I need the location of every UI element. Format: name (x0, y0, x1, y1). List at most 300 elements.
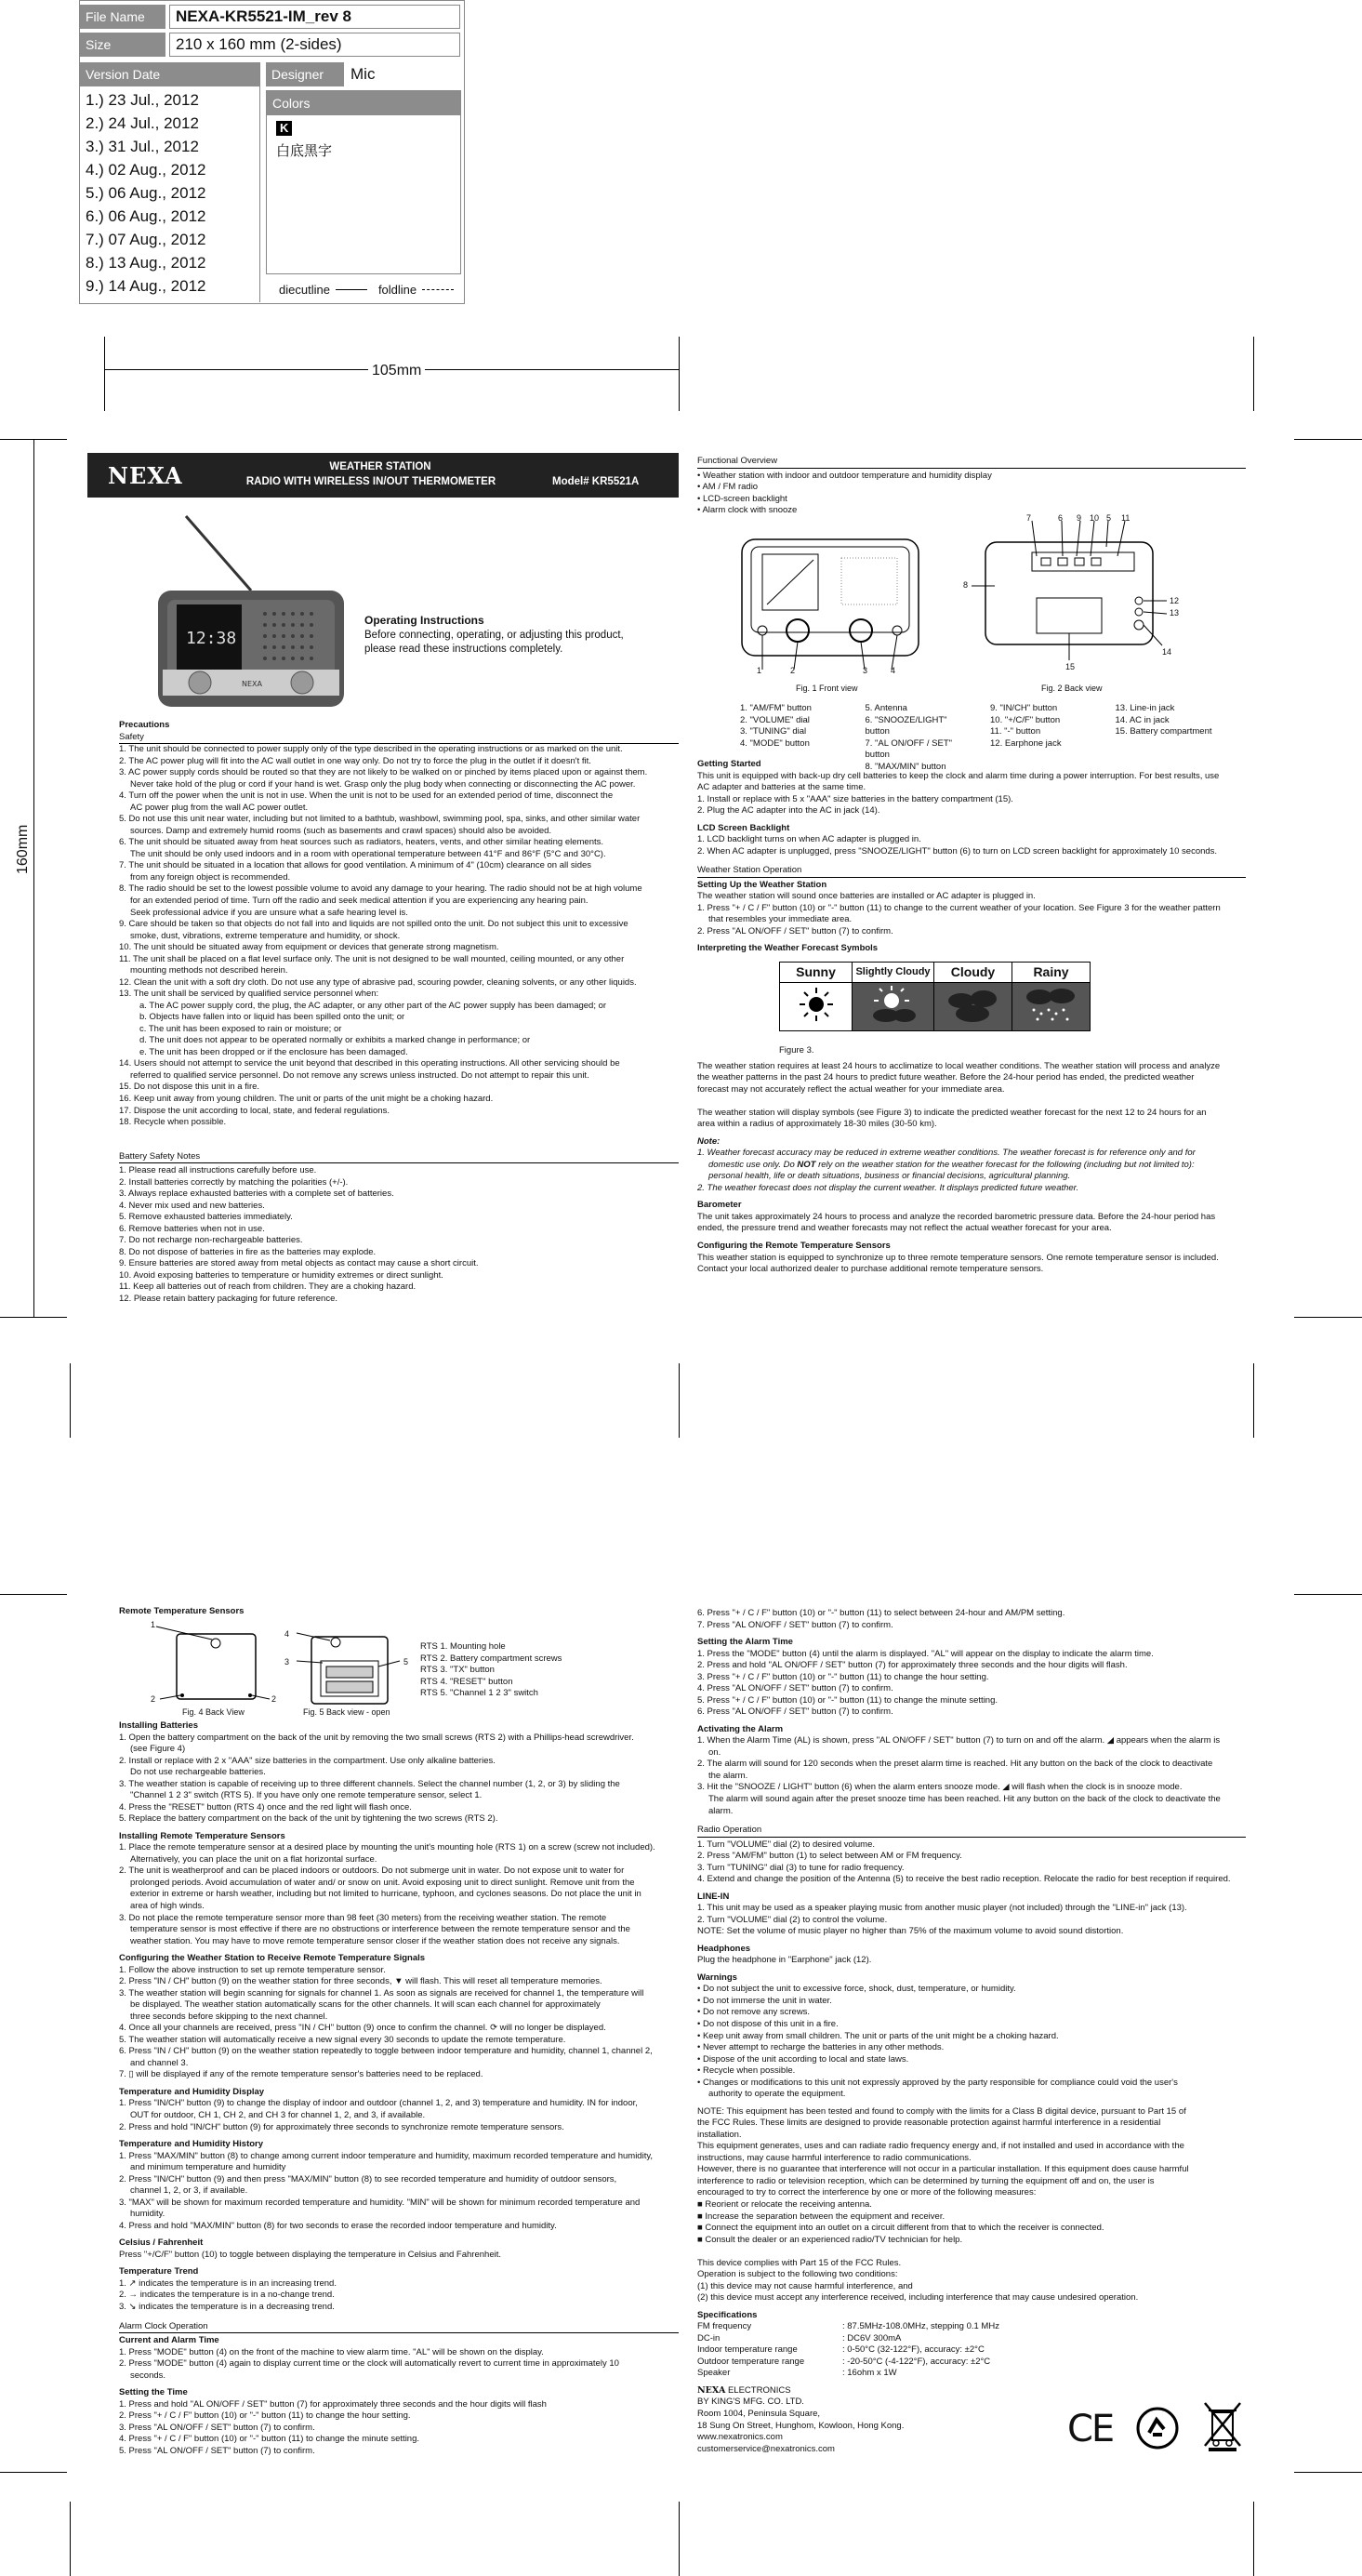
text-line: 4. Extend and change the position of the Antenna (5) to receive the best radio reception. Relocate the radio for best reception if required. (697, 1874, 1231, 1885)
text-line: 2. Press and hold "IN/CH" button (9) for approximately three seconds to synchronize remote temperature sensors. (119, 2121, 564, 2132)
precaution-item: 8. The radio should be set to the lowest possible volume to avoid any damage to your hearing. The radio should not be at high volume (119, 883, 642, 895)
intro-text2: please read these instructions completely. (364, 644, 563, 655)
linein-title: LINE-IN (697, 1891, 730, 1902)
text-line: 2. The unit is weatherproof and can be placed indoors or outdoors. Do not submerge unit in water. Do not expose unit to water for (119, 1866, 625, 1877)
trend-title: Temperature Trend (119, 2266, 199, 2277)
precaution-item: 6. The unit should be situated away from heat sources such as radiators, heaters, vents, and other similar heating elements. (119, 837, 604, 848)
text-line: 1. ↗ indicates the temperature is in an increasing trend. (119, 2277, 337, 2289)
ce-mark-icon: CE (1067, 2408, 1114, 2450)
crop-mark (70, 1363, 71, 1438)
fig4-caption: Fig. 4 Back View (182, 1707, 245, 1717)
company-brand (697, 2385, 1246, 2397)
product-illustration (149, 511, 363, 716)
battery-note-item: 9. Ensure batteries are stored away from metal objects as contact may cause a short circuit. (119, 1258, 479, 1269)
foldline-sample (422, 289, 454, 290)
text-line: This weather station is equipped to synchronize up to three remote temperature sensors. One remote temperature sensor is included. (697, 1252, 1219, 1263)
text-line: three seconds before skipping to the next channel. (130, 2011, 328, 2022)
fig1-caption: Fig. 1 Front view (796, 684, 858, 693)
precaution-item: 10. The unit should be situated away from equipment or devices that generate strong magnetism. (119, 942, 499, 953)
version-entry: 9.) 14 Aug., 2012 (86, 277, 206, 295)
fcc-line: (2) this device must accept any interference received, including interference that may cause undesired operation. (697, 2292, 1139, 2304)
barometer-title: Barometer (697, 1200, 742, 1211)
legend-item: 10. "+/C/F" button (990, 714, 1061, 725)
back-num-12: 12 (1170, 596, 1180, 605)
text-line: The unit takes approximately 24 hours to process and analyze the recorded barometric pressure data. Before the 24-hour period has (697, 1211, 1216, 1222)
rts4-num-2a: 2 (151, 1694, 156, 1704)
text-line: channel 1, 2, or 3, if available. (130, 2185, 248, 2197)
text-line: 5. Press "AL ON/OFF / SET" button (7) to confirm. (119, 2445, 315, 2456)
crop-mark (70, 2502, 71, 2576)
precaution-item: for an extended period of time. Turn off the radio and seek medical attention if you are experiencing any hearing pain. (130, 895, 588, 906)
text-line: 4. Press "AL ON/OFF / SET" button (7) to confirm. (697, 1683, 893, 1694)
version-entry: 8.) 13 Aug., 2012 (86, 254, 206, 272)
header-banner (87, 453, 679, 498)
spec-row (697, 2321, 1246, 2333)
legend-item: 6. "SNOOZE/LIGHT" button (865, 714, 947, 737)
text-line: ended, the pressure trend and weather forecasts may not reflect the actual weather forecast for your area. (697, 1223, 1112, 1234)
rts-legend (420, 1641, 562, 1700)
back-num-13: 13 (1170, 608, 1180, 617)
spec-label: Outdoor temperature range (697, 2356, 805, 2367)
legend-item: 12. Earphone jack (990, 737, 1062, 749)
ws-operation-text (697, 891, 1246, 937)
celsius-title: Celsius / Fahrenheit (119, 2237, 204, 2249)
precaution-item: from any foreign object is recommended. (130, 871, 291, 883)
fcc-line: However, there is no guarantee that interference will not occur in a particular installation. If this equipment does cause harmful (697, 2164, 1189, 2175)
version-entry: 3.) 31 Jul., 2012 (86, 138, 199, 155)
fcc-text (697, 2106, 1246, 2304)
text-line: 2. Plug the AC adapter into the AC in jack (14). (697, 805, 880, 817)
back-num-15: 15 (1065, 662, 1076, 671)
getting-started-title: Getting Started (697, 759, 761, 769)
text-line: The weather station will sound once batteries are installed or AC adapter is plugged in. (697, 891, 1036, 902)
note-2-line: 2. The weather forecast does not display the current weather. It displays predicted future weather. (697, 1182, 1079, 1193)
text-line: Contact your local authorized dealer to purchase additional remote temperature sensors. (697, 1264, 1044, 1275)
remote-title: Remote Temperature Sensors (119, 1606, 245, 1616)
battery-note-item: 10. Avoid exposing batteries to temperature or humidity extremes or direct sunlight. (119, 1269, 443, 1281)
file-name-value: NEXA-KR5521-IM_rev 8 (169, 5, 460, 29)
safety-subtitle: Safety (119, 732, 679, 745)
precaution-item: e. The unit has been dropped or if the enclosure has been damaged. (139, 1046, 408, 1057)
battery-note-item: 5. Remove exhausted batteries immediately. (119, 1212, 293, 1223)
fcc-line: ■ Consult the dealer or an experienced radio/TV technician for help. (697, 2234, 963, 2245)
crop-mark (1294, 1317, 1362, 1318)
colors-label: Colors (267, 91, 460, 115)
getting-started-text (697, 771, 1246, 817)
precaution-item: 1. The unit should be connected to power supply only of the type described in the operating instructions or as marked on the unit. (119, 744, 623, 755)
text-line: 3. Turn "TUNING" dial (3) to tune for radio frequency. (697, 1862, 905, 1873)
legend-item: 11. "-" button (990, 726, 1041, 737)
crop-mark (679, 2502, 680, 2576)
designer-value: Mic (344, 62, 461, 86)
header-title1: WEATHER STATION (329, 461, 431, 472)
width-dimension-label: 105mm (368, 361, 425, 380)
legend-item: 8. "MAX/MIN" button (865, 761, 946, 772)
precautions-title: Precautions (119, 720, 170, 730)
battery-note-item: 4. Never mix used and new batteries. (119, 1200, 265, 1211)
text-line: 3. The weather station will begin scanning for signals for channel 1. As soon as signals are received for channel 1, the temperature will (119, 1987, 644, 1998)
fcc-line (697, 2246, 1246, 2258)
install-remote-text (119, 1842, 679, 1947)
text-line: be displayed. The weather station automatically scans for the other channels. It will scan each channel for approximately (130, 1999, 601, 2011)
note-1-line2: personal health, life or death situations, business or financial decisions, agricultural planning. (708, 1171, 1071, 1182)
spec-value: : 87.5MHz-108.0MHz, stepping 0.1 MHz (842, 2321, 999, 2332)
header-title2: RADIO WITH WIRELESS IN/OUT THERMOMETER (245, 476, 496, 487)
crop-mark (1253, 337, 1254, 411)
text-line: 3. Press "AL ON/OFF / SET" button (7) to confirm. (119, 2422, 315, 2433)
color-k-swatch: K (276, 121, 292, 136)
text-line: 1. When the Alarm Time (AL) is shown, press "AL ON/OFF / SET" button (7) to turn on and off the alarm. ◢ appears when the alarm is (697, 1735, 1221, 1746)
text-line: 2. Press "IN/CH" button (9) and then press "MAX/MIN" button (8) to see recorded temperature and humidity of outdoor sensors, (119, 2173, 617, 2184)
text-line: 3. The weather station is capable of receiving up to three different channels. Select the channel number (1, 2, or 3) by sliding the (119, 1778, 620, 1789)
alarm-title: Alarm Clock Operation (119, 2321, 679, 2334)
rts-legend-item: RTS 5. "Channel 1 2 3" switch (420, 1688, 538, 1699)
functional-section (697, 456, 1246, 517)
size-label: Size (80, 33, 165, 57)
text-line: 6. Press "AL ON/OFF / SET" button (7) to confirm. (697, 1706, 893, 1718)
config-signals-text (119, 1965, 679, 2081)
text-line: 1. LCD backlight turns on when AC adapter is plugged in. (697, 834, 921, 845)
text-line: and minimum temperature and humidity (130, 2162, 286, 2173)
rts-legend-item: RTS 3. "TX" button (420, 1665, 495, 1676)
config-signals-title: Configuring the Weather Station to Receive Remote Temperature Signals (119, 1953, 426, 1964)
lcd-backlight-text (697, 834, 1246, 857)
fcc-line: (1) this device may not cause harmful interference, and (697, 2280, 913, 2291)
rts5-num-3: 3 (284, 1657, 290, 1666)
precaution-item: 14. Users should not attempt to service the unit beyond that described in this operating instructions. All other servicing should be (119, 1058, 620, 1069)
header-model: Model# KR5521A (552, 476, 640, 487)
functional-title: Functional Overview (697, 456, 1246, 469)
legend-item: 1. "AM/FM" button (740, 703, 812, 713)
text-line: 2. Press and hold "AL ON/OFF / SET" button (7) for approximately three seconds and the hour digits will flash. (697, 1660, 1128, 1671)
spec-value: : 0-50°C (32-122°F), accuracy: ±2°C (842, 2344, 985, 2356)
temp-display-title: Temperature and Humidity Display (119, 2086, 265, 2097)
text-line: the alarm. (708, 1770, 748, 1781)
precaution-item: Seek professional advice if you are unsure what a safe hearing level is. (130, 907, 408, 918)
battery-note-item: 2. Install batteries correctly by matching the polarities (+/-). (119, 1176, 349, 1188)
precaution-item: smoke, dust, vibrations, extreme temperature and humidity, or shock. (130, 930, 401, 941)
sunny-icon (780, 983, 853, 1031)
feature-item: • LCD-screen backlight (697, 493, 787, 504)
fcc-line: NOTE: This equipment has been tested and found to comply with the limits for a Class B digital device, pursuant to Part 15 of (697, 2105, 1186, 2117)
spec-label: Indoor temperature range (697, 2344, 798, 2356)
precaution-item: referred to qualified service personnel. Do not remove any screws unless instructed. Do not attempt to repair this unit. (130, 1069, 589, 1081)
dim-tick-top (0, 439, 67, 440)
address-line: 18 Sung On Street, Hunghom, Kowloon, Hong Kong. (697, 2420, 905, 2431)
rts-legend-item: RTS 4. "RESET" button (420, 1676, 513, 1687)
forecast-label-slightly-cloudy: Slightly Cloudy (853, 963, 934, 983)
back-num-9: 9 (1077, 513, 1082, 523)
fcc-line: ■ Increase the separation between the equipment and receiver. (697, 2211, 945, 2222)
address-line: customerservice@nexatronics.com (697, 2443, 835, 2454)
address-line: Room 1004, Peninsula Square, (697, 2409, 821, 2419)
back-num-8: 8 (963, 580, 969, 590)
crop-mark (1294, 1594, 1362, 1595)
fcc-line: Operation is subject to the following two conditions: (697, 2269, 898, 2280)
text-line: (see Figure 4) (130, 1744, 186, 1755)
fig2-caption: Fig. 2 Back view (1041, 684, 1103, 693)
legend-item: 3. "TUNING" dial (740, 726, 807, 737)
precaution-item: 11. The unit shall be placed on a flat level surface only. The unit is not designed to be wall mounted, ceiling mounted, or any other (119, 953, 625, 964)
specs-table (697, 2321, 1246, 2380)
spec-label: Speaker (697, 2368, 731, 2379)
text-line: Do not use rechargeable batteries. (130, 1767, 266, 1778)
set-alarm-title: Setting the Alarm Time (697, 1637, 793, 1648)
text-line: 3. Do not place the remote temperature sensor more than 98 feet (30 meters) from the receiving weather station. The remote (119, 1912, 607, 1923)
text-line: 1. Press "MODE" button (4) on the front of the machine to view alarm time. "AL" will be shown on the display. (119, 2346, 544, 2357)
text-line (697, 1095, 1246, 1108)
forecast-title: Interpreting the Weather Forecast Symbols (697, 943, 879, 954)
note-1-line: 1. Weather forecast accuracy may be reduced in extreme weather conditions. The weather forecast is for reference only and for (697, 1148, 1196, 1159)
text-line: temperature sensor is most effective if there are no obstructions or interference between the remote temperature sensor and the (130, 1924, 630, 1935)
note-title: Note: (697, 1135, 721, 1147)
warning-item: • Do not immerse the unit in water. (697, 1995, 832, 2006)
forecast-text-column (697, 1045, 1246, 1276)
fcc-line: instructions, may cause harmful interference to radio communications. (697, 2152, 972, 2163)
warning-item: • Do not subject the unit to excessive force, shock, dust, temperature, or humidity. (697, 1984, 1016, 1995)
precaution-item: 18. Recycle when possible. (119, 1117, 227, 1128)
precaution-item: 5. Do not use this unit near water, including but not limited to a bathtub, washbowl, swimming pool, spa, sinks, and other similar water (119, 814, 641, 825)
spec-row (697, 2357, 1246, 2369)
precautions-list (119, 744, 679, 1129)
celsius-text (119, 2250, 679, 2262)
fcc-line: the FCC Rules. These limits are designed to provide reasonable protection against harmful interference in a residential (697, 2118, 1161, 2129)
warnings-title: Warnings (697, 1972, 737, 1983)
rts4-num-1: 1 (151, 1620, 156, 1629)
alarm-text2 (119, 2399, 679, 2458)
precaution-item: 9. Care should be taken so that objects do not fall into and liquids are not spilled onto the unit. Do not subject this unit to excessive (119, 919, 628, 930)
rts-legend-item: RTS 2. Battery compartment screws (420, 1653, 562, 1664)
figure3-caption: Figure 3. (779, 1045, 814, 1056)
linein-text (697, 1903, 1246, 1938)
precaution-item: 15. Do not dispose this unit in a fire. (119, 1082, 260, 1093)
text-line: area within a radius of approximately 18-30 miles (30-50 km). (697, 1119, 937, 1130)
back-num-14: 14 (1162, 647, 1172, 657)
company-brand-logo: NEXA (697, 2384, 726, 2396)
text-line: 1. Install or replace with 5 x "AAA" size batteries in the battery compartment (15). (697, 793, 1013, 804)
cloudy-icon (934, 983, 1012, 1031)
ws-operation-title: Weather Station Operation (697, 865, 1246, 878)
spec-row (697, 2368, 1246, 2380)
text-line: 1. Place the remote temperature sensor at a desired place by mounting the unit's mounting hole (RTS 1) on a screw (screw not included). (119, 1842, 655, 1853)
note-1-not: NOT (797, 1159, 816, 1170)
fcc-line: This equipment generates, uses and can radiate radio frequency energy and, if not installed and used in accordance with the (697, 2141, 1184, 2152)
spec-label: DC-in (697, 2332, 721, 2344)
forecast-label-cloudy: Cloudy (934, 963, 1012, 983)
config-remote-title: Configuring the Remote Temperature Sensors (697, 1240, 891, 1251)
precaution-item: 7. The unit should be situated in a location that allows for good ventilation. A minimum of 4" (10cm) clearance on all sides (119, 860, 592, 871)
left-bottom-column (119, 1719, 679, 2457)
temp-history-title: Temperature and Humidity History (119, 2139, 264, 2150)
text-line: This unit is equipped with back-up dry cell batteries to keep the clock and alarm time during a power interruption. For best results, use (697, 770, 1220, 781)
radio-title: Radio Operation (697, 1825, 1246, 1838)
precaution-item: mounting methods not described herein. (130, 965, 288, 976)
precaution-item: 4. Turn off the power when the unit is not in use. When the unit is not to be used for an extended period of time, disconnect the (119, 790, 614, 802)
text-line: 2. Turn "VOLUME" dial (2) to control the volume. (697, 1914, 888, 1925)
text-line: 2. The alarm will sound for 120 seconds when the preset alarm time is reached. Hit any button on the back of the clock to deactivate (697, 1759, 1213, 1770)
forecast-symbol-table (779, 962, 1091, 1031)
fcc-line: ■ Reorient or relocate the receiving antenna. (697, 2198, 872, 2210)
text-line: and channel 3. (130, 2057, 189, 2068)
ws-setup-title: Setting Up the Weather Station (697, 879, 827, 890)
battery-note-item: 12. Please retain battery packaging for future reference. (119, 1293, 337, 1304)
version-entry: 1.) 23 Jul., 2012 (86, 91, 199, 109)
text-line: 6. Press "IN / CH" button (9) on the weather station repeatedly to toggle between indoor temperature and humidity, channel 1, channel 2, (119, 2046, 653, 2057)
rts-legend-item: RTS 1. Mounting hole (420, 1641, 506, 1652)
brand-logo: NEXA (108, 462, 183, 489)
precaution-item: sources. Damp and extremely humid rooms (such as basements and crawl spaces) should also be avoided. (130, 825, 552, 836)
text-line: 1. Press "+ / C / F" button (10) or "-" button (11) to change to the current weather of your location. See Figure 3 for the weather pattern (697, 902, 1221, 913)
spec-value: : 16ohm x 1W (842, 2368, 897, 2379)
remote-back-figure (149, 1623, 279, 1711)
address-line: BY KING'S MFG. CO. LTD. (697, 2397, 804, 2408)
precaution-item: 3. AC power supply cords should be routed so that they are not likely to be walked on or pinched by items placed upon or against them. (119, 767, 648, 778)
forecast-label-sunny: Sunny (780, 963, 853, 983)
info-block (79, 0, 465, 304)
remote-open-figure (284, 1629, 414, 1713)
precaution-item: AC power plug from the wall AC power outlet. (130, 802, 309, 813)
crop-mark (679, 1363, 680, 1438)
precaution-item: 16. Keep unit away from young children. The unit or parts of the unit might be a choking hazard. (119, 1094, 494, 1104)
headphones-text (697, 1955, 1246, 1967)
text-line: 6. Press "+ / C / F" button (10) or "-" button (11) to select between 24-hour and AM/PM setting. (697, 1608, 1065, 1618)
text-line: 1. Press "IN/CH" button (9) to change the display of indoor and outdoor (channel 1, 2, and 3) temperature and humidity. IN for indoor, (119, 2098, 638, 2109)
spec-value: : -20-50°C (-4-122°F), accuracy: ±2°C (842, 2356, 991, 2367)
back-num-10: 10 (1090, 513, 1100, 523)
config-remote-text (697, 1253, 1246, 1276)
text-line: 5. Replace the battery compartment on the back of the unit by tightening the two screws (RTS 2). (119, 1813, 498, 1825)
remote-section (119, 1606, 679, 1618)
recycle-icon (1136, 2407, 1179, 2450)
dim-tick-right (679, 337, 680, 411)
note-1-text: domestic use only. Do (708, 1159, 798, 1170)
version-date-label: Version Date (80, 62, 259, 86)
text-line: The alarm will sound again after the preset snooze time has been reached. Hit any button on the back of the clock to deactivate the (708, 1793, 1221, 1804)
spec-row (697, 2333, 1246, 2345)
forecast-label-rainy: Rainy (1012, 963, 1091, 983)
front-num-3: 3 (863, 666, 868, 675)
alarm-sub2: Setting the Time (119, 2387, 188, 2398)
temp-history-text (119, 2151, 679, 2233)
text-line: The weather station will display symbols (see Figure 3) to indicate the predicted weather forecast for the next 12 to 24 hours for an (697, 1107, 1207, 1118)
dieline-label: diecutline (279, 283, 330, 297)
precaution-item: 12. Clean the unit with a soft dry cloth. Do not use any type of abrasive pad, scouring powder, cleaning solvents, or any other liquids. (119, 976, 637, 988)
warning-item: • Do not dispose of this unit in a fire. (697, 2019, 839, 2029)
version-entry: 5.) 06 Aug., 2012 (86, 184, 206, 202)
note-1-text2: rely on the weather station for the weather forecast for the following (including but not limited to): (815, 1159, 1195, 1170)
battery-note-item: 7. Do not recharge non-rechargeable batteries. (119, 1235, 303, 1246)
specs-title: Specifications (697, 2309, 758, 2320)
warning-item: • Keep unit away from small children. The unit or parts of the unit might be a choking hazard. (697, 2030, 1059, 2041)
text-line: "Channel 1 2 3" switch (RTS 5). If you have only one remote temperature sensor, select 1. (130, 1790, 483, 1801)
fcc-line: encouraged to try to correct the interference by one or more of the following measures: (697, 2187, 1037, 2198)
warning-item: • Recycle when possible. (697, 2065, 796, 2077)
warning-item: • Dispose of the unit according to local and state laws. (697, 2053, 909, 2065)
precaution-item: b. Objects have fallen into or liquid has been spilled onto the unit; or (139, 1012, 405, 1023)
legend-item: 2. "VOLUME" dial (740, 714, 810, 725)
crop-mark (1294, 2472, 1362, 2473)
designer-label: Designer (266, 62, 344, 86)
text-line: Plug the headphone in "Earphone" jack (12). (697, 1955, 872, 1966)
set-alarm-text (697, 1649, 1246, 1719)
right-top-column (697, 753, 1246, 955)
text-line: 2. Press "MODE" button (4) again to display current time or the clock will automatically revert to current time in approximately 10 (119, 2358, 619, 2370)
crop-mark (0, 2472, 67, 2473)
text-line: 2. Press "AM/FM" button (1) to select between AM or FM frequency. (697, 1851, 962, 1862)
text-line: 7. ▯ will be displayed if any of the remote temperature sensor's batteries need to be replaced. (119, 2069, 483, 2080)
text-line: 2. Press "+ / C / F" button (10) or "-" button (11) to change the hour setting. (119, 2410, 411, 2422)
crop-mark (1294, 439, 1362, 440)
precaution-item: Never take hold of the plug or cord if your hand is wet. Grasp only the plug body when connecting or disconnecting the AC power. (130, 778, 636, 790)
battery-title: Battery Safety Notes (119, 1151, 679, 1164)
text-line: 3. ↘ indicates the temperature is in a decreasing trend. (119, 2301, 335, 2312)
barometer-text (697, 1212, 1246, 1235)
rainy-icon (1012, 983, 1091, 1031)
back-num-7: 7 (1026, 513, 1032, 523)
text-line: 1. Turn "VOLUME" dial (2) to desired volume. (697, 1839, 876, 1850)
fcc-line: installation. (697, 2129, 742, 2140)
text-line: forecast may not accurately reflect the actual weather for your immediate area. (697, 1083, 1005, 1095)
text-line: 4. Once all your channels are received, press "IN / CH" button (9) once to confirm the channel. ⟳ will no longer be displayed. (119, 2023, 606, 2034)
company-brand-rest: ELECTRONICS (725, 2384, 791, 2396)
text-line: 4. Press "+ / C / F" button (10) or "-" button (11) to change the minute setting. (119, 2434, 420, 2445)
feature-item: • Weather station with indoor and outdoor temperature and humidity display (697, 470, 992, 481)
slightly-cloudy-icon (853, 983, 934, 1031)
size-value: 210 x 160 mm (2-sides) (169, 33, 460, 57)
precaution-item: 13. The unit shall be serviced by qualified service personnel when: (119, 989, 379, 1000)
front-num-2: 2 (790, 666, 796, 675)
text-line: NOTE: Set the volume of music player no higher than 75% of the maximum volume to avoid sound distortion. (697, 1926, 1124, 1937)
text-line: 1. Press "MAX/MIN" button (8) to change among current indoor temperature and humidity, maximum recorded temperature and humidity, (119, 2150, 654, 2161)
legend-item: 14. AC in jack (1115, 714, 1170, 725)
battery-list (119, 1165, 679, 1305)
warning-item: • Changes or modifications to this unit not expressly approved by the party responsible for compliance could void the user's (697, 2077, 1178, 2088)
text-line: area of high winds. (130, 1900, 205, 1911)
lcd-time: 12:38 (186, 629, 237, 648)
text-line: OUT for outdoor, CH 1, CH 2, and CH 3 for channel 1, 2, and 3, if available. (130, 2110, 426, 2120)
legend-item: 5. Antenna (865, 703, 907, 713)
intro-text1: Before connecting, operating, or adjusting this product, (364, 629, 624, 641)
text-line: 3. Press "+ / C / F" button (10) or "-" button (11) to change the hour setting. (697, 1671, 989, 1682)
text-line: 1. Press and hold "AL ON/OFF / SET" button (7) for approximately three seconds and the hour digits will flash (119, 2398, 547, 2410)
battery-note-item: 11. Keep all batteries out of reach from children. They are a choking hazard. (119, 1281, 417, 1293)
product-brand-small: NEXA (242, 680, 262, 688)
legend-item: 4. "MODE" button (740, 737, 810, 749)
version-list (80, 88, 259, 298)
version-entry: 4.) 02 Aug., 2012 (86, 161, 206, 179)
precautions-section (119, 720, 679, 1306)
act-alarm-title: Activating the Alarm (697, 1723, 784, 1734)
crop-mark (1253, 2502, 1254, 2576)
rts4-num-2b: 2 (271, 1694, 277, 1704)
warning-item: • Never attempt to recharge the batteries in any other methods. (697, 2042, 945, 2053)
install-remote-title: Installing Remote Temperature Sensors (119, 1830, 285, 1841)
rts5-num-4: 4 (284, 1629, 290, 1639)
fcc-line: interference to radio or television reception, which can be determined by turning the equipment off and on, the user is (697, 2175, 1155, 2186)
address-line: www.nexatronics.com (697, 2432, 783, 2443)
precaution-item: a. The AC power supply cord, the plug, the AC adapter, or any other part of the AC power supply has been damaged; or (139, 1000, 607, 1011)
back-view-figure (967, 510, 1190, 668)
text-line: 4. Press the "RESET" button (RTS 4) once and the red light will flash once. (119, 1801, 412, 1812)
dim-tick-bottom (0, 1317, 67, 1318)
headphones-title: Headphones (697, 1943, 751, 1954)
feature-item: • Alarm clock with snooze (697, 505, 798, 516)
text-line: the weather patterns in the past 24 hours to predict future weather. Before the 24-hour period has ended, the predicted weather (697, 1072, 1195, 1083)
alarm-text1 (119, 2347, 679, 2383)
text-line: humidity. (130, 2209, 165, 2220)
trend-text (119, 2278, 679, 2314)
text-line: that resembles your immediate area. (708, 914, 853, 925)
